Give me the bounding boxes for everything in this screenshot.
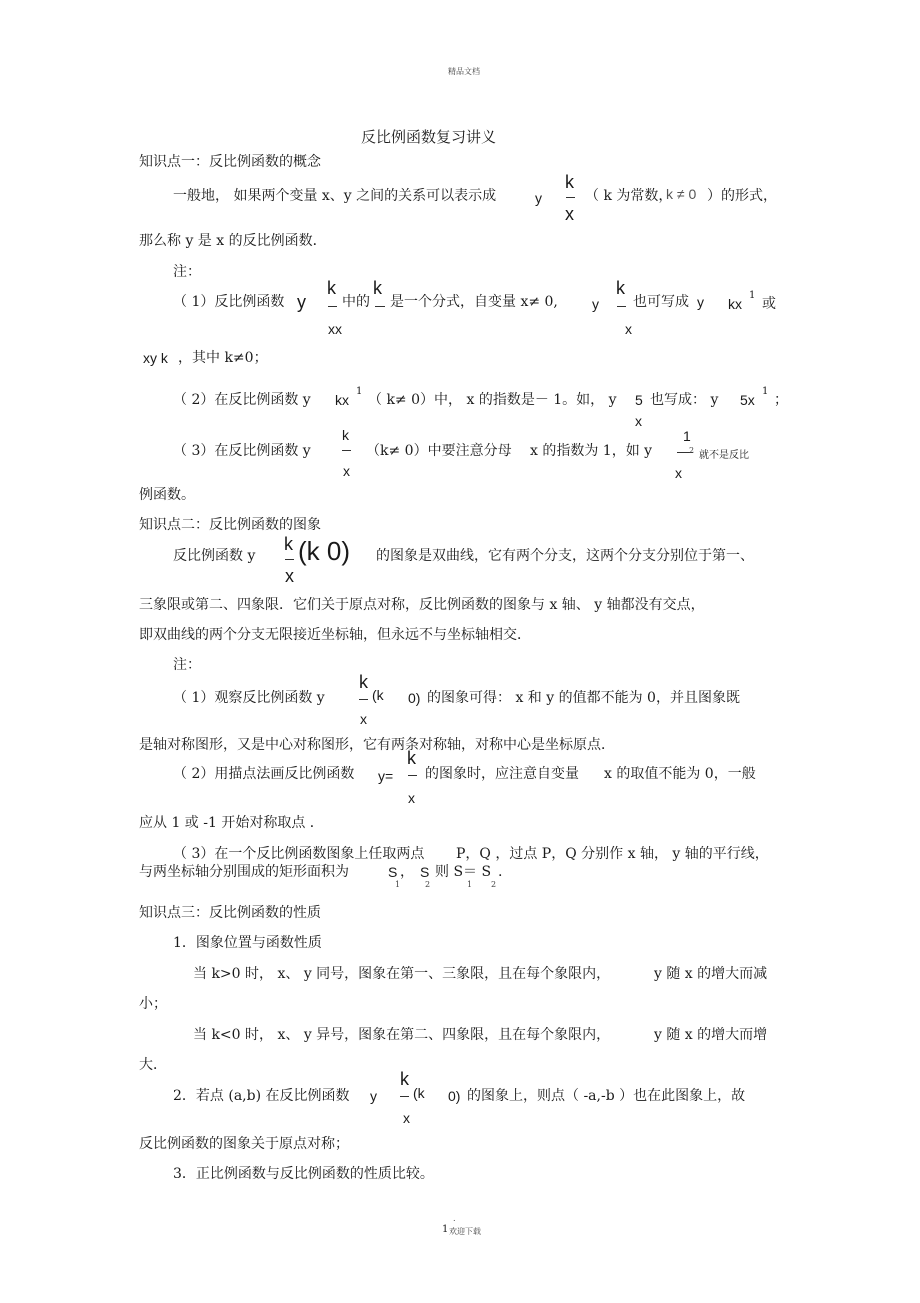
s1-n1-bar2 — [375, 306, 385, 307]
s2-n3-then: 则 S＝ S — [435, 864, 492, 880]
s2-p1-text-b: 的图象是双曲线，它有两个分支，这两个分支分别位于第一、 — [376, 548, 754, 564]
s1-n1-text-a: （ 1）反比例函数 — [173, 294, 285, 310]
s2-n3-text-b: P，Q ，过点 P，Q 分别作 x 轴， y 轴的平行线， — [456, 846, 769, 862]
s2-p2: 三象限或第二、四象限．它们关于原点对称，反比例函数的图象与 x 轴、 y 轴都没有交点， — [139, 597, 705, 613]
s2-n1-zero: 0) — [408, 690, 421, 706]
s2-n2-text-c: x 的取值不能为 0，一般 — [604, 766, 756, 782]
s2-n1-bar — [359, 699, 368, 700]
s1-n2-sup2: 1 — [762, 386, 769, 397]
s1-p1-text-a: 一般地， 如果两个变量 x、y 之间的关系可以表示成 — [173, 188, 497, 204]
s3-i1a2: 小； — [139, 996, 167, 1012]
s1-n2-text-c: 也写成： y — [650, 392, 719, 408]
header-watermark: 精品文档 — [448, 67, 480, 76]
s2-n3-text-c: 与两坐标轴分别围成的矩形面积为 — [139, 864, 349, 880]
s1-n3-x: x — [343, 463, 350, 479]
s1-n2-text-b: （ k≠ 0）中， x 的指数是－ 1。如， y — [368, 392, 617, 408]
s1-n1-k3: k — [616, 278, 625, 298]
s2-n3-sub4: 2 — [491, 880, 497, 889]
s1-n3-text-a: （ 3）在反比例函数 y — [173, 443, 311, 459]
s1-n2-text-d: ； — [774, 392, 788, 408]
s3-i1: 1．图象位置与函数性质 — [173, 935, 322, 951]
footer-text: 欢迎下载 — [449, 1227, 481, 1236]
s1-n3-text-b: （k≠ 0）中要注意分母 — [366, 443, 512, 459]
s1-p1-text-b: （ k 为常数， — [585, 188, 673, 204]
s1-n3-x2: x — [675, 465, 682, 481]
s2-p1-text-a: 反比例函数 y — [173, 548, 256, 564]
s1-p1-y: y — [535, 190, 542, 206]
s2-n3-sub2: 2 — [425, 880, 431, 889]
s1-n3-one: 1 — [683, 428, 691, 444]
s1-n3-text-c: x 的指数为 1，如 y — [530, 443, 653, 459]
s3-i2b: 反比例函数的图象关于原点对称； — [139, 1136, 349, 1152]
s2-n2b: 应从 1 或 -1 开始对称取点 ． — [139, 815, 324, 831]
s2-p1-x: x — [285, 566, 294, 586]
s3-i1a-text-b: y 随 x 的增大而减 — [654, 966, 768, 982]
s1-n1-bar1 — [328, 306, 337, 307]
s1-p1-fraction-bar — [566, 197, 575, 198]
footer-page-number: 1 — [442, 1224, 449, 1235]
s1-n3b: 例函数。 — [139, 487, 195, 503]
s2-note: 注： — [173, 657, 201, 673]
s2-n2-text-a: （ 2）用描点法画反比例函数 — [173, 766, 355, 782]
s1-n1-k2: k — [373, 278, 382, 298]
s3-i2-zero: 0) — [448, 1088, 461, 1104]
s1-p1-text-c: ）的形式， — [707, 188, 777, 204]
s1-n2-x: x — [635, 413, 642, 429]
s1-n3-two: 2 — [689, 446, 695, 455]
s2-n3-s1: S — [388, 864, 398, 880]
s3-i2-text-a: 2．若点 (a,b) 在反比例函数 — [173, 1088, 350, 1104]
section-2-heading: 知识点二：反比例函数的图象 — [139, 517, 321, 533]
s1-n3-bar — [342, 450, 351, 451]
s1-n2-fivex: 5x — [740, 392, 755, 408]
s2-n2-x: x — [408, 790, 415, 806]
s2-p1-bar — [285, 559, 294, 560]
s3-i2-y: y — [370, 1088, 377, 1104]
s3-i2-cond: (k — [413, 1085, 425, 1101]
section-1-heading: 知识点一：反比例函数的概念 — [139, 154, 321, 170]
s2-n3-comma: ， — [400, 864, 414, 880]
page-title: 反比例函数复习讲义 — [361, 128, 497, 146]
s3-i1b2: 大． — [139, 1057, 167, 1073]
s2-p1-k: k — [284, 534, 293, 554]
s2-n1-x: x — [360, 711, 367, 727]
s2-n1-cond: (k — [372, 687, 384, 703]
s1-n1-y2: y — [592, 296, 599, 312]
s3-i2-text-b: 的图象上，则点（ -a,-b ）也在此图象上，故 — [467, 1088, 746, 1104]
s3-i2-bar — [400, 1096, 409, 1097]
s2-n3-sub3: 1 — [467, 880, 473, 889]
s1-n2-text-a: （ 2）在反比例函数 y — [173, 392, 311, 408]
s2-n3-sub1: 1 — [395, 880, 401, 889]
s2-n2-k: k — [407, 748, 416, 768]
s1-n3-k: k — [342, 427, 349, 443]
s1-n2-kx: kx — [335, 392, 349, 408]
s1-n1-k1: k — [327, 278, 336, 298]
s2-n1-text-b: 的图象可得： x 和 y 的值都不能为 0，并且图象既 — [427, 690, 740, 706]
s3-i1b-text-b: y 随 x 的增大而增 — [654, 1027, 768, 1043]
s1-p1b: 那么称 y 是 x 的反比例函数． — [139, 233, 327, 249]
s1-n2-five: 5 — [635, 392, 643, 408]
s1-p1-cond: k ≠ 0 — [666, 186, 697, 202]
footer-dot: . — [453, 1214, 456, 1223]
s1-n1-x3: x — [625, 321, 632, 337]
s1-n1-bar3 — [617, 306, 626, 307]
s3-i3: 3．正比例函数与反比例函数的性质比较。 — [173, 1166, 434, 1182]
s1-note: 注： — [173, 264, 201, 280]
s2-n3-text-a: （ 3）在一个反比例函数图象上任取两点 — [173, 846, 425, 862]
s2-n3-s2: S — [420, 864, 430, 880]
s1-n1-text-c: 也可写成 — [633, 294, 689, 310]
s3-i2-k: k — [400, 1069, 409, 1089]
s2-n1-k: k — [359, 672, 368, 692]
s2-n2-text-b: 的图象时，应注意自变量 — [425, 766, 579, 782]
s2-p1-cond: (k 0) — [298, 536, 350, 566]
s2-n1-text-a: （ 1）观察反比例函数 y — [173, 690, 325, 706]
s1-n3-text-d: 就不是反比 — [699, 450, 749, 461]
s2-n2-y: y= — [378, 768, 394, 784]
s1-p1-fraction-den: x — [565, 204, 574, 224]
s1-n1-text-d: 或 — [762, 296, 776, 312]
s1-n1-sup: 1 — [749, 290, 756, 301]
s1-n1-y3: y — [697, 294, 704, 310]
s1-n1-mid: 中的 — [342, 294, 370, 310]
section-3-heading: 知识点三：反比例函数的性质 — [139, 905, 321, 921]
s2-n3-dot: . — [498, 864, 503, 880]
s1-n1b-text: ，其中 k≠0； — [178, 350, 268, 366]
s1-n1-y: y — [297, 292, 306, 312]
s1-n1-xx: xx — [328, 321, 342, 337]
s2-p3: 即双曲线的两个分支无限接近坐标轴，但永远不与坐标轴相交． — [139, 627, 531, 643]
s3-i1b-text-a: 当 k<0 时， x、 y 异号，图象在第二、四象限，且在每个象限内， — [193, 1027, 611, 1043]
s3-i1a-text-a: 当 k>0 时， x、 y 同号，图象在第一、三象限，且在每个象限内， — [193, 966, 611, 982]
s1-p1-fraction-num: k — [565, 172, 574, 192]
s1-n1-text-b: 是一个分式，自变量 x≠ 0, — [390, 294, 558, 310]
s2-n2-bar — [408, 775, 417, 776]
s1-n2-sup1: 1 — [356, 386, 363, 397]
s1-n1-kx: kx — [728, 296, 742, 312]
s1-n1b-formula: xy k — [143, 350, 168, 366]
s3-i2-x: x — [403, 1110, 410, 1126]
s2-n1b: 是轴对称图形，又是中心对称图形，它有两条对称轴，对称中心是坐标原点． — [139, 737, 615, 753]
